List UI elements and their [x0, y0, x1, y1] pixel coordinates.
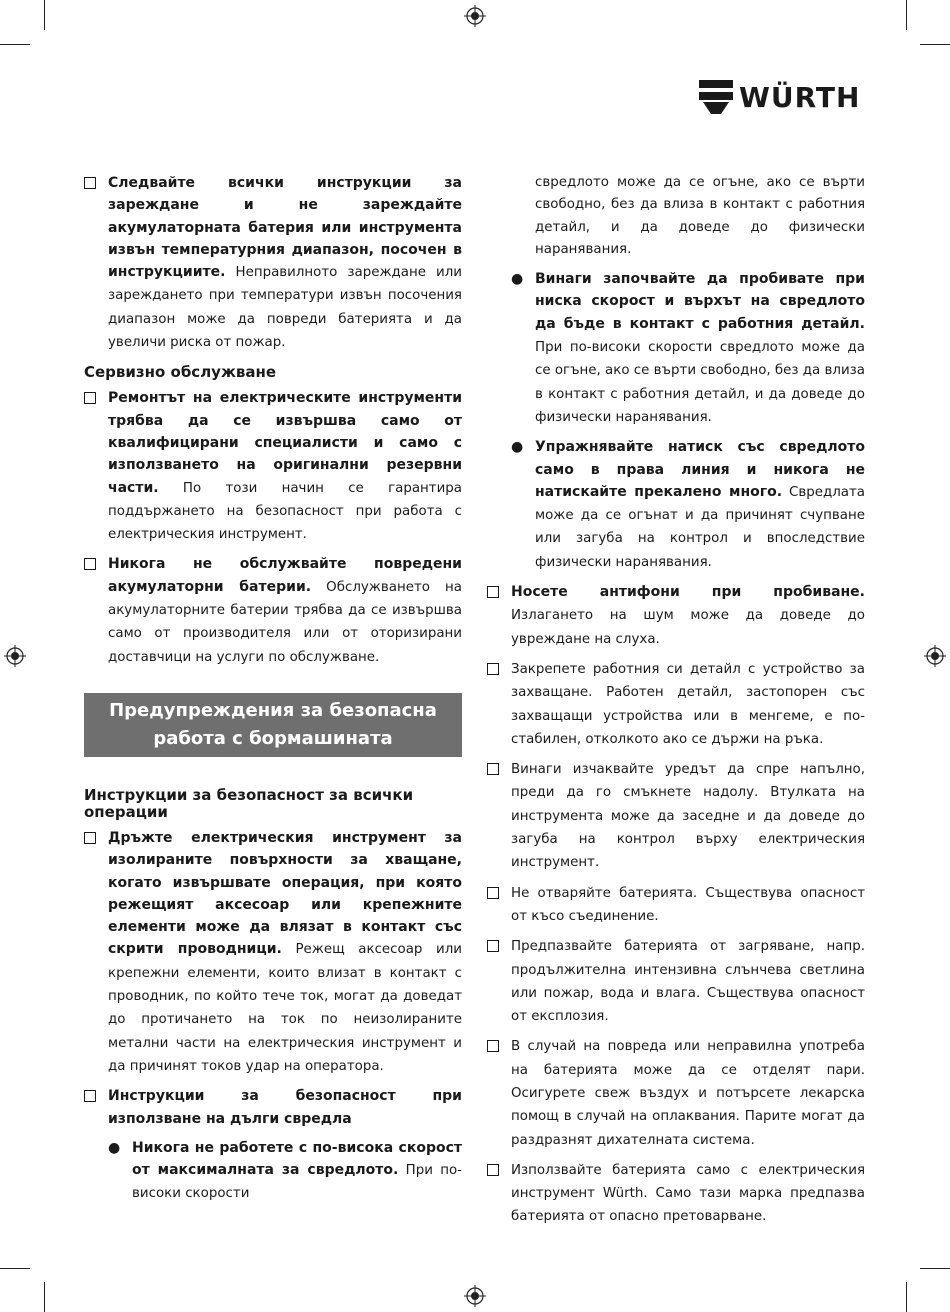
checkbox-bullet-icon: [487, 763, 499, 775]
list-item: [487, 658, 865, 751]
service-heading: Сервизно обслужване: [84, 363, 277, 382]
bullet-dot-icon: ●: [108, 1139, 121, 1156]
sub-list-item: [108, 1137, 462, 1206]
checkbox-bullet-icon: [487, 586, 499, 598]
list-item: [84, 1085, 462, 1130]
item-text: Неправилното зареждане или зареждането при температури извън посочения диапазон може да повреди батерията и да увеличи риска от пожар.: [108, 265, 462, 351]
item-bold-text: Дръжте електрическия инструмент за изолираните повърхности за хващане, когато извършвате операция, при която режещият аксесоар или крепежните елементи може да влязат в контакт със скрити проводници.: [108, 829, 462, 958]
checkbox-bullet-icon: [487, 663, 499, 675]
section-banner: Предупреждения за безопасна работа с бормашината: [84, 693, 462, 757]
item-text: Свредлата може да се огънат и да причинят счупване или загуба на контрол и впоследствие физически наранявания.: [535, 484, 865, 570]
item-text: Не отваряйте батерията. Съществува опасност от късо съединение.: [511, 885, 865, 924]
item-text: При по-високи скорости: [132, 1163, 462, 1202]
checkbox-bullet-icon: [84, 392, 96, 404]
crop-mark: [44, 0, 45, 30]
item-text: В случай на повреда или неправилна употреба на батерията може да се отделят пари. Осигурете свеж въздух и потърсете лекарска помощ в случай на оплаквания. Парите могат да раздразнят дихателната система.: [511, 1039, 865, 1148]
bullet-dot-icon: ●: [511, 271, 524, 288]
item-bold-text: Упражнявайте натиск със свредлото само в права линия и никога не натискайте прекалено много.: [535, 439, 865, 500]
item-text: Излагането на шум може да доведе до увреждане на слуха.: [511, 608, 865, 647]
list-item: [487, 1159, 865, 1229]
wurth-logo-mark-icon: [699, 80, 733, 114]
crop-mark: [44, 1282, 45, 1312]
checkbox-bullet-icon: [84, 177, 96, 189]
list-item: [487, 581, 865, 651]
right-column: [487, 172, 865, 1236]
item-text: Обслужването на акумулаторните батерии трябва да се извършва само от производителя или от оторизирани доставчици на услуги по обслужване.: [108, 579, 462, 665]
item-text: По този начин се гарантира поддържането на безопасност при работа с електрическия инструмент.: [108, 480, 462, 543]
item-bold-text: Винаги започвайте да пробивате при ниска скорост и върхът на свредлото да бъде в контакт с работния детайл.: [535, 271, 865, 332]
item-bold-text: Следвайте всички инструкции за зареждане и не зареждайте акумулаторната батерия или инструмента извън температурния диапазон, посочен в инструкциите.: [108, 175, 462, 281]
registration-mark-icon: [924, 645, 946, 667]
list-item: [84, 172, 462, 354]
crop-mark: [0, 1268, 30, 1269]
continued-text: свредлото може да се огъне, ако се върти свободно, без да влиза в контакт с работния детайл, и да доведе до физически наранявания.: [535, 175, 865, 257]
list-item: [487, 1035, 865, 1151]
operations-heading: Инструкции за безопасност за всички операции: [84, 785, 414, 821]
item-bold-text: Ремонтът на електрическите инструменти трябва да се извършва само от квалифицирани специалисти и само с използването на оригинални резервни части.: [108, 390, 462, 496]
registration-mark-icon: [4, 645, 26, 667]
item-bold-text: Инструкции за безопасност при използване на дълги свредла: [108, 1088, 462, 1127]
list-item: [84, 827, 462, 1078]
list-item: [84, 553, 462, 668]
item-text: При по-високи скорости свредлото може да се огъне, ако се върти свободно, без да влиза в контакт с работния детайл, и да доведе до физически наранявания.: [535, 340, 865, 425]
item-bold-text: Никога не работете с по-висока скорост от максималната за свредлото.: [132, 1139, 462, 1179]
left-column: [84, 172, 462, 1213]
brand-name: WÜRTH: [739, 80, 861, 114]
item-bold-text: Носете антифони при пробиване.: [511, 584, 865, 601]
checkbox-bullet-icon: [84, 1090, 96, 1102]
wurth-logo: [699, 80, 860, 114]
crop-mark: [906, 1282, 907, 1312]
item-text: Използвайте батерията само с електрическия инструмент Würth. Само тази марка предпазва батерията от опасно претоварване.: [511, 1162, 865, 1225]
crop-mark: [920, 1268, 950, 1269]
crop-mark: [0, 44, 30, 45]
registration-mark-icon: [464, 1285, 486, 1307]
checkbox-bullet-icon: [487, 1040, 499, 1052]
checkbox-bullet-icon: [487, 887, 499, 899]
sub-list-item: [511, 268, 865, 429]
bullet-dot-icon: ●: [511, 439, 524, 456]
registration-mark-icon: [464, 5, 486, 27]
list-item: [487, 882, 865, 929]
checkbox-bullet-icon: [84, 832, 96, 844]
list-item: [487, 935, 865, 1028]
list-item: [84, 387, 462, 546]
sub-list-item: [511, 436, 865, 574]
crop-mark: [920, 44, 950, 45]
checkbox-bullet-icon: [487, 940, 499, 952]
item-text: Закрепете работния си детайл с устройство за захващане. Работен детайл, застопорен със захващащи устройства или в менгеме, е по-стабилен, отколкото ако се държи на ръка.: [511, 661, 865, 747]
list-item: [487, 758, 865, 874]
checkbox-bullet-icon: [84, 558, 96, 570]
item-text: Предпазвайте батерията от загряване, напр. продължителна интензивна слънчева светлина или пожар, вода и влага. Съществува опасност от експлозия.: [511, 939, 865, 1025]
item-bold-text: Никога не обслужвайте повредени акумулаторни батерии.: [108, 556, 462, 595]
item-text: Винаги изчаквайте уредът да спре напълно, преди да го смъкнете надолу. Втулката на инструмента може да заседне и да доведе до загуба на контрол върху електрическия инструмент.: [511, 762, 865, 871]
crop-mark: [906, 0, 907, 30]
item-text: Режещ аксесоар или крепежни елементи, които влизат в контакт с проводник, по който тече ток, могат да доведат до протичането на ток по неизолираните метални части на електрическия инструмент и да причинят токов удар на оператора.: [108, 942, 462, 1074]
checkbox-bullet-icon: [487, 1164, 499, 1176]
